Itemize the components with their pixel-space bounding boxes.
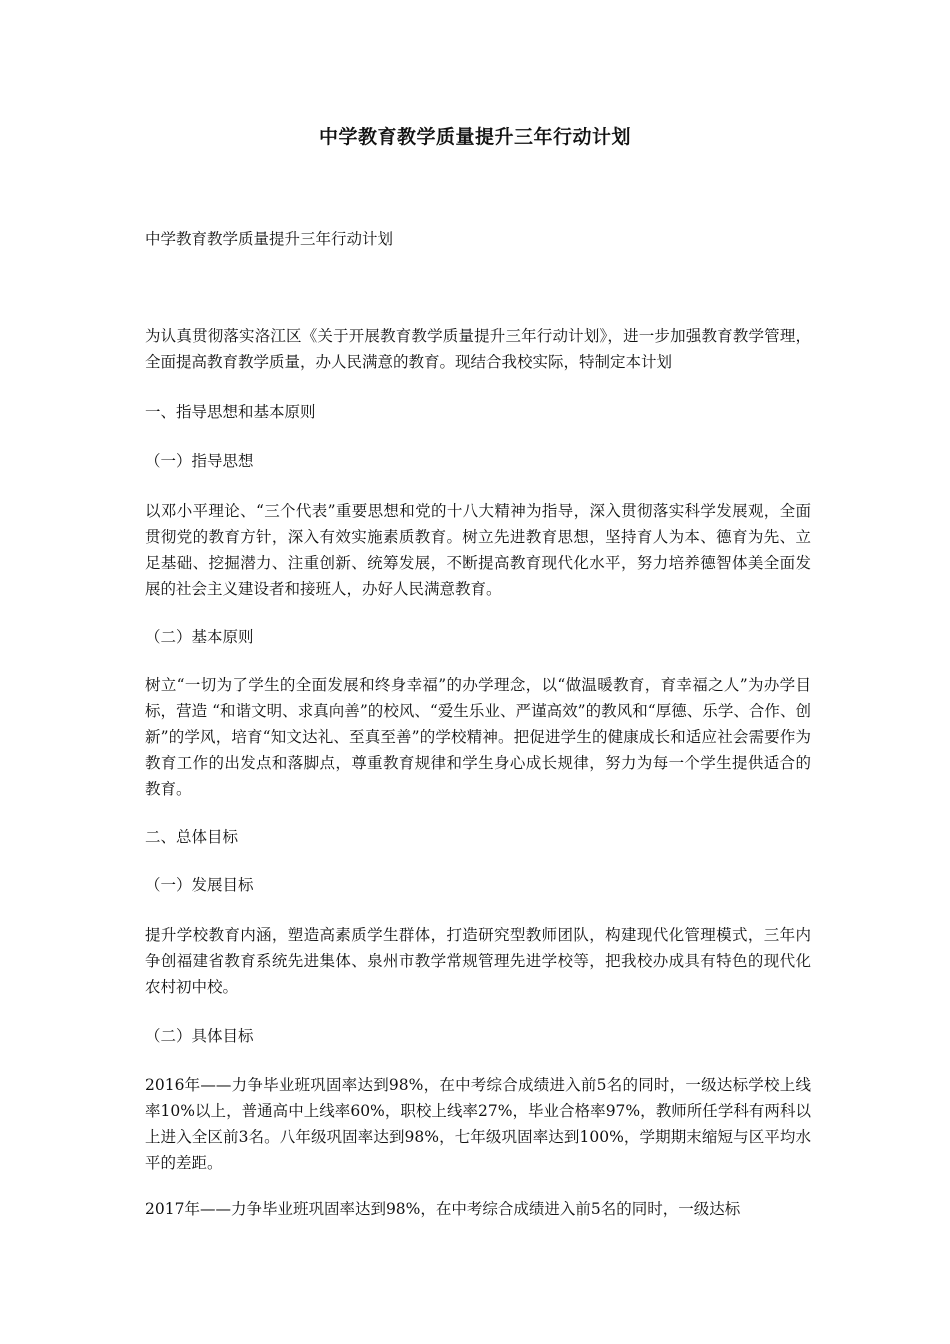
paragraph-guiding-thought: 以邓小平理论、“三个代表”重要思想和党的十八大精神为指导，深入贯彻落实科学发展观，全面贯彻党的教育方针，深入有效实施素质教育。树立先进教育思想，坚持育人为本、德育为先、立足基础、挖掘潜力、注重创新、统筹发展，不断提高教育现代化水平，努力培养德智体美全面发展的社会主义建设者和接班人，办好人民满意教育。 [145,502,811,598]
paragraph-development-goals: 提升学校教育内涵，塑造高素质学生群体，打造研究型教师团队，构建现代化管理模式，三年内争创福建省教育系统先进集体、泉州市教学常规管理先进学校等，把我校办成具有特色的现代化农村初中校。 [145,926,811,996]
section-heading-2: 二、总体目标 [145,828,239,846]
paragraph-intro: 为认真贯彻落实洛江区《关于开展教育教学质量提升三年行动计划》，进一步加强教育教学管理，全面提高教育教学质量，办人民满意的教育。现结合我校实际，特制定本计划 [145,327,811,371]
subsection-heading-basic-principles: （二）基本原则 [145,628,254,646]
subsection-heading-guiding-thought: （一）指导思想 [145,452,254,470]
paragraph-goals-2017: 2017年——力争毕业班巩固率达到98%，在中考综合成绩进入前5名的同时，一级达标 [145,1200,741,1218]
subsection-heading-development-goals: （一）发展目标 [145,876,254,894]
document-subtitle: 中学教育教学质量提升三年行动计划 [145,230,394,248]
section-heading-1: 一、指导思想和基本原则 [145,403,316,421]
paragraph-basic-principles: 树立“一切为了学生的全面发展和终身幸福”的办学理念，以“做温暖教育，育幸福之人”为办学目标，营造 “和谐文明、求真向善”的校风、“爱生乐业、严谨高效”的教风和“厚德、乐学、合作、创新”的学风，培育“知文达礼、至真至善”的学校精神。把促进学生的健康成长和适应社会需要作为教育工作的出发点和落脚点，尊重教育规律和学生身心成长规律，努力为每一个学生提供适合的教育。 [145,676,811,798]
paragraph-goals-2016: 2016年——力争毕业班巩固率达到98%，在中考综合成绩进入前5名的同时，一级达标学校上线率10%以上，普通高中上线率60%，职校上线率27%，毕业合格率97%，教师所任学科有两科以上进入全区前3名。八年级巩固率达到98%，七年级巩固率达到100%，学期期末缩短与区平均水平的差距。 [145,1076,811,1172]
subsection-heading-specific-goals: （二）具体目标 [145,1027,254,1045]
document-title: 中学教育教学质量提升三年行动计划 [318,126,631,148]
